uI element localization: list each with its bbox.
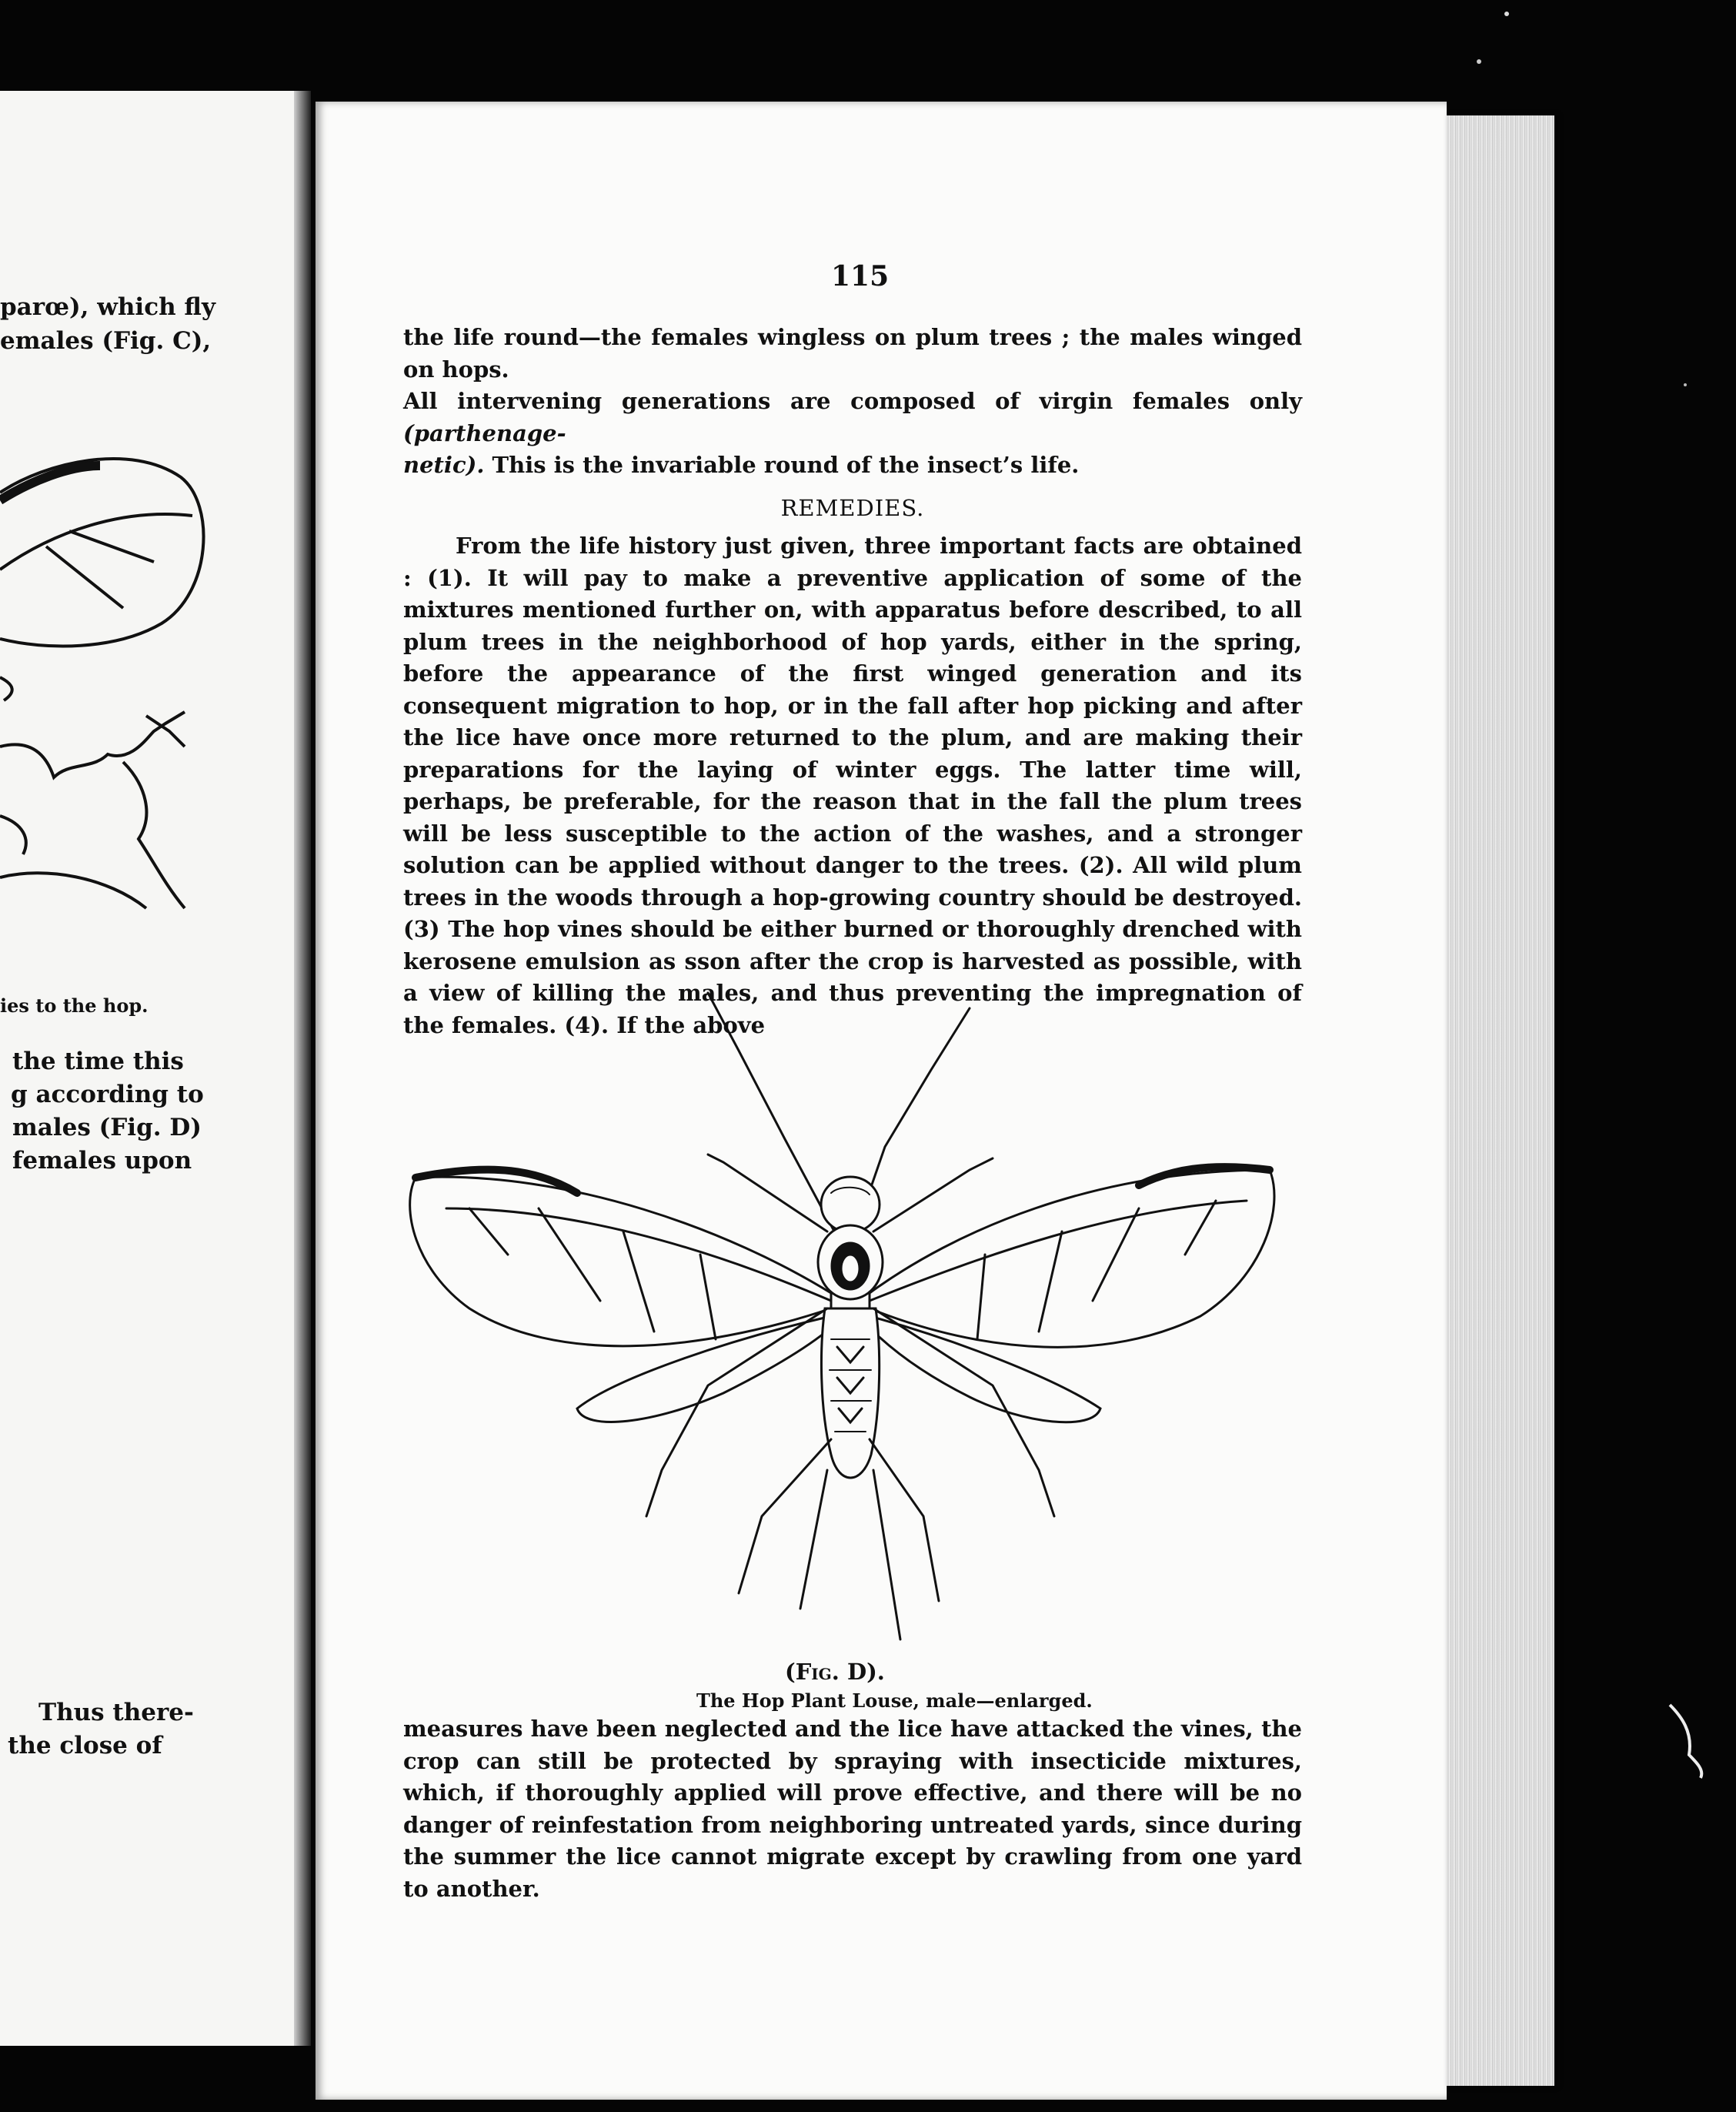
intro-text: This is the invariable round of the insect’s life. bbox=[484, 452, 1080, 478]
intro-line bbox=[403, 386, 1302, 449]
left-page-line: parœ), which fly bbox=[0, 293, 215, 321]
figure-caption: The Hop Plant Louse, male—enlarged. bbox=[696, 1689, 1093, 1712]
book-gutter bbox=[294, 91, 311, 2046]
intro-line bbox=[403, 449, 1302, 482]
hop-plant-louse-illustration bbox=[400, 977, 1293, 1655]
section-heading: REMEDIES. bbox=[780, 494, 925, 521]
page-number: 115 bbox=[831, 260, 890, 292]
text-block-bottom bbox=[403, 1713, 1302, 1905]
left-page-line: emales (Fig. C), bbox=[0, 327, 212, 355]
left-figure-caption: ies to the hop. bbox=[0, 994, 149, 1017]
wing-drawing-left bbox=[0, 446, 231, 939]
left-page-line: Thus there- bbox=[38, 1699, 194, 1726]
left-page-line: males (Fig. D) bbox=[12, 1114, 202, 1141]
figure-label: (Fig. D). bbox=[785, 1659, 885, 1685]
left-page-line: the close of bbox=[8, 1732, 162, 1759]
text-block-top bbox=[403, 322, 1302, 1041]
left-page-line: females upon bbox=[12, 1147, 192, 1175]
remedies-paragraph: From the life history just given, three important facts are obtained : (1). It will pay to make a preventive application of some of the mixtures mentioned further on, with apparatus before described, to all plum trees in the neighborhood of hop yards, either in the spring, before the appearance of the first winged generation and its consequent migration to hop, or in the fall after hop picking and after the lice have once more returned to the plum, and are making their preparations for the laying of winter eggs. The latter time will, perhaps, be preferable, for the reason that in the fall the plum trees will be less susceptible to the action of the washes, and a stronger solution can be applied without danger to the trees. (2). All wild plum trees in the woods through a hop-growing country should be destroyed. (3) The hop vines should be either burned or thoroughly drenched with kerosene emulsion as sson after the crop is harvested as possible, with a view of killing the males, and thus preventing the impregnation of the females. (4). If the above bbox=[403, 533, 1302, 1038]
closing-paragraph: measures have been neglected and the lice have attacked the vines, the crop can still be protected by spraying with insecticide mixtures, which, if thoroughly applied will prove effective, and there will be no danger of reinfestation from neighboring untreated yards, since during the summer the lice cannot migrate except by crawling from one yard to another. bbox=[403, 1716, 1302, 1902]
intro-line: the life round—the females wingless on plum trees ; the males winged on hops. bbox=[403, 324, 1302, 383]
left-page-line: the time this bbox=[12, 1048, 184, 1075]
page-edges bbox=[1447, 115, 1554, 2086]
intro-italic: (parthenage- bbox=[403, 419, 566, 446]
intro-italic: netic). bbox=[403, 452, 485, 478]
intro-text: All intervening generations are composed of virgin females only bbox=[403, 388, 1302, 414]
left-page-line: g according to bbox=[11, 1081, 204, 1108]
